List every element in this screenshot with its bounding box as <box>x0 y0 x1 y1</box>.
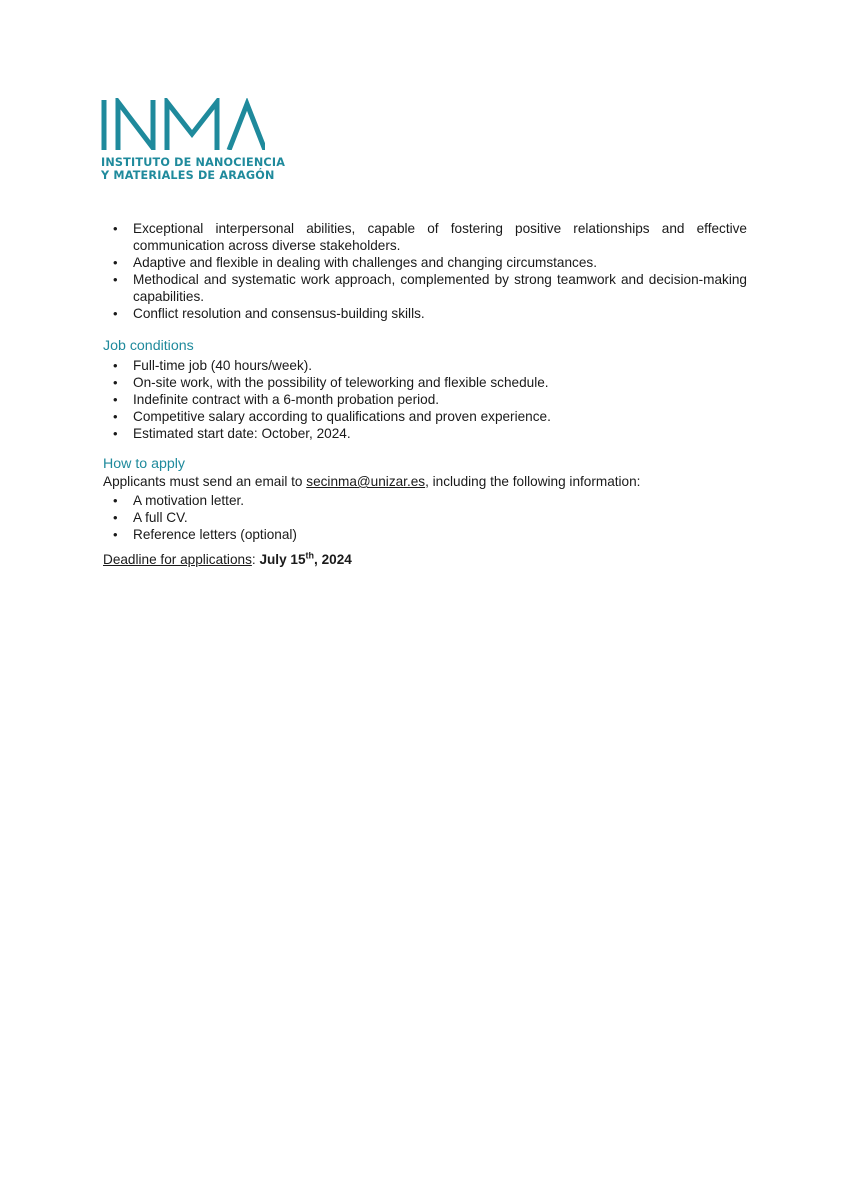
job-conditions-heading: Job conditions <box>103 338 194 354</box>
deadline-line <box>103 551 747 568</box>
list-item: • Adaptive and flexible in dealing with challenges and changing circumstances. <box>103 254 747 271</box>
deadline-month-day: July 15 <box>259 552 306 567</box>
logo-line-2: Y MATERIALES DE ARAGÓN <box>101 169 275 182</box>
list-item: • Conflict resolution and consensus-building skills. <box>103 305 747 322</box>
logo-line-1: INSTITUTO DE NANOCIENCIA <box>101 156 286 169</box>
how-to-apply-heading: How to apply <box>103 456 186 472</box>
inma-logo <box>101 98 286 182</box>
list-item: • Indefinite contract with a 6-month probation period. <box>103 391 747 408</box>
apply-intro-text: Applicants must send an email to <box>103 474 307 489</box>
application-items-list <box>103 492 747 543</box>
apply-instructions <box>103 473 747 490</box>
deadline-year: , 2024 <box>314 552 352 567</box>
list-item: • Reference letters (optional) <box>103 526 747 543</box>
list-item: • A full CV. <box>103 509 747 526</box>
job-conditions-list <box>103 357 747 442</box>
document-body <box>103 220 747 568</box>
deadline-separator: : <box>251 552 260 567</box>
apply-intro-rest: , including the following information: <box>425 474 641 489</box>
list-item: • Full-time job (40 hours/week). <box>103 357 747 374</box>
inma-wordmark <box>101 98 265 150</box>
list-item: • Competitive salary according to qualifications and proven experience. <box>103 408 747 425</box>
list-item: • Exceptional interpersonal abilities, capable of fostering positive relationships and effective communication across diverse stakeholders. <box>103 220 747 254</box>
list-item: • Estimated start date: October, 2024. <box>103 425 747 442</box>
deadline-label: Deadline for applications <box>103 552 252 567</box>
list-item: • Methodical and systematic work approach, complemented by strong teamwork and decision-making capabilities. <box>103 271 747 305</box>
skills-list <box>103 220 747 322</box>
list-item: • A motivation letter. <box>103 492 747 509</box>
logo-institute-name <box>101 156 286 182</box>
deadline-date <box>259 552 351 567</box>
deadline-ordinal: th <box>305 550 315 561</box>
email-link[interactable]: secinma@unizar.es <box>306 474 426 489</box>
list-item: • On-site work, with the possibility of teleworking and flexible schedule. <box>103 374 747 391</box>
